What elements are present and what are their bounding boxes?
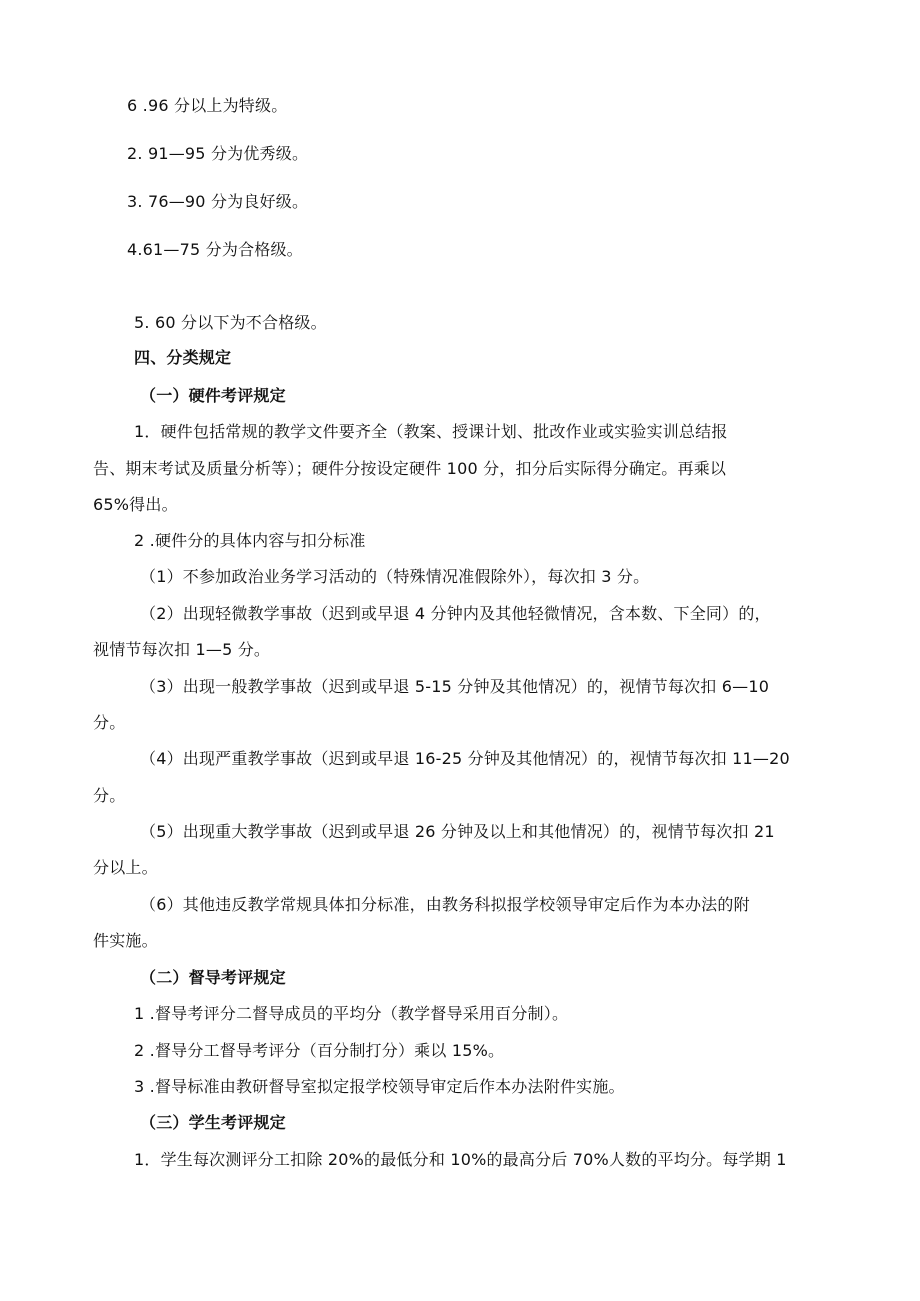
section-title: 四、分类规定 [134,348,232,367]
rule-3-line-1: （3）出现一般教学事故（迟到或早退 5-15 分钟及其他情况）的，视情节每次扣 6—10 [140,677,770,696]
hardware-item-1-line-1: 1．硬件包括常规的教学文件要齐全（教案、授课计划、批改作业或实验实训总结报 [134,422,728,441]
students-item-1: 1．学生每次测评分工扣除 20%的最低分和 10%的最高分后 70%人数的平均分。每学期 1 [134,1150,787,1169]
supervision-section-title: （二）督导考评规定 [140,968,286,987]
grade-item-3: 3. 76—90 分为良好级。 [127,192,309,211]
rule-5-line-1: （5）出现重大教学事故（迟到或早退 26 分钟及以上和其他情况）的，视情节每次扣 21 [140,822,775,841]
grade-item-5: 5. 60 分以下为不合格级。 [134,313,327,332]
grade-item-1: 6 .96 分以上为特级。 [127,96,288,115]
grade-item-2: 2. 91—95 分为优秀级。 [127,144,309,163]
hardware-item-1-line-3: 65%得出。 [93,495,178,514]
rule-1-line-1: （1）不参加政治业务学习活动的（特殊情况准假除外），每次扣 3 分。 [140,567,650,586]
students-section-title: （三）学生考评规定 [140,1113,286,1132]
rule-6-line-2: 件实施。 [93,931,158,950]
supervision-item-1: 1 .督导考评分二督导成员的平均分（教学督导采用百分制）。 [134,1004,569,1023]
grade-item-4: 4.61—75 分为合格级。 [127,240,303,259]
supervision-item-2: 2 .督导分工督导考评分（百分制打分）乘以 15%。 [134,1041,505,1060]
hardware-item-1-line-2: 告、期末考试及质量分析等）；硬件分按设定硬件 100 分，扣分后实际得分确定。再乘以 [93,459,727,478]
rule-4-line-2: 分。 [93,786,126,805]
rule-4-line-1: （4）出现严重教学事故（迟到或早退 16-25 分钟及其他情况）的，视情节每次扣 11—20 [140,749,790,768]
rule-3-line-2: 分。 [93,713,126,732]
rule-2-line-2: 视情节每次扣 1—5 分。 [93,640,271,659]
rule-2-line-1: （2）出现轻微教学事故（迟到或早退 4 分钟内及其他轻微情况，含本数、下全同）的， [140,604,771,623]
hardware-item-2-title: 2 .硬件分的具体内容与扣分标准 [134,531,366,550]
rule-5-line-2: 分以上。 [93,858,158,877]
supervision-item-3: 3 .督导标准由教研督导室拟定报学校领导审定后作本办法附件实施。 [134,1077,625,1096]
rule-6-line-1: （6）其他违反教学常规具体扣分标准，由教务科拟报学校领导审定后作为本办法的附 [140,895,750,914]
hardware-section-title: （一）硬件考评规定 [140,386,286,405]
